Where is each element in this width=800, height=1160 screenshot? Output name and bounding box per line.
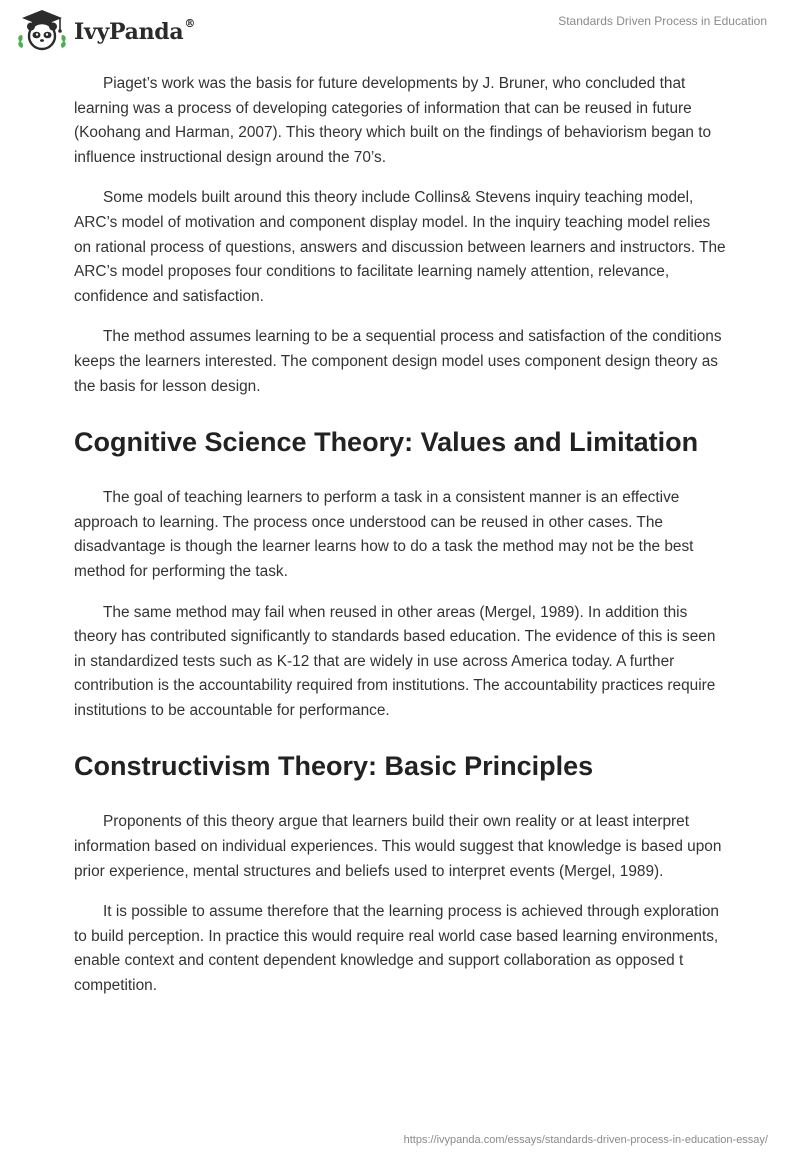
paragraph: Some models built around this theory include Collins& Stevens inquiry teaching model, ARC’s model of motivation and component display model. In the inquiry teaching model relies on rational process of questions, answers and discussion between learners and instructors. The ARC’s model proposes four conditions to facilitate learning namely attention, relevance, confidence and satisfaction. (74, 189, 726, 305)
ivypanda-logo[interactable] (14, 8, 195, 52)
panda-graduate-icon (14, 8, 70, 52)
brand-name: IvyPanda® (74, 16, 196, 45)
section-heading: Constructivism Theory: Basic Principles (74, 751, 594, 782)
section-heading: Cognitive Science Theory: Values and Limitation (74, 427, 699, 458)
registered-mark: ® (184, 16, 196, 30)
paragraph: Proponents of this theory argue that learners build their own reality or at least interpret information based on individual experiences. This would suggest that knowledge is based upon prior experience, mental structures and beliefs used to interpret events (Mergel, 1989). (74, 813, 722, 880)
paragraph: It is possible to assume therefore that the learning process is achieved through exploration to build perception. In practice this would require real world case based learning environments, enable context and content dependent knowledge and support collaboration as opposed t competition. (74, 903, 719, 995)
page-header (0, 0, 800, 60)
source-url[interactable]: https://ivypanda.com/essays/standards-driven-process-in-education-essay/ (403, 1134, 768, 1146)
document-title: Standards Driven Process in Education (558, 14, 767, 28)
paragraph: Piaget’s work was the basis for future developments by J. Bruner, who concluded that learning was a process of developing categories of information that can be reused in future (Koohang and Harman, 2007). This theory which built on the findings of behaviorism began to influence instructional design around the 70’s. (74, 75, 712, 166)
paragraph: The method assumes learning to be a sequential process and satisfaction of the conditions keeps the learners interested. The component design model uses component design theory as the basis for lesson design. (74, 328, 722, 395)
essay-body (74, 72, 728, 1015)
paragraph: The same method may fail when reused in other areas (Mergel, 1989). In addition this theory has contributed significantly to standards based education. The evidence of this is seen in standardized tests such as K-12 that are widely in use across America today. A further contribution is the accountability required from institutions. The accountability practices require institutions to be accountable for performance. (74, 603, 716, 719)
paragraph: The goal of teaching learners to perform a task in a consistent manner is an effective approach to learning. The process once understood can be reused in other cases. The disadvantage is though the learner learns how to do a task the method may not be the best method for performing the task. (74, 489, 694, 580)
